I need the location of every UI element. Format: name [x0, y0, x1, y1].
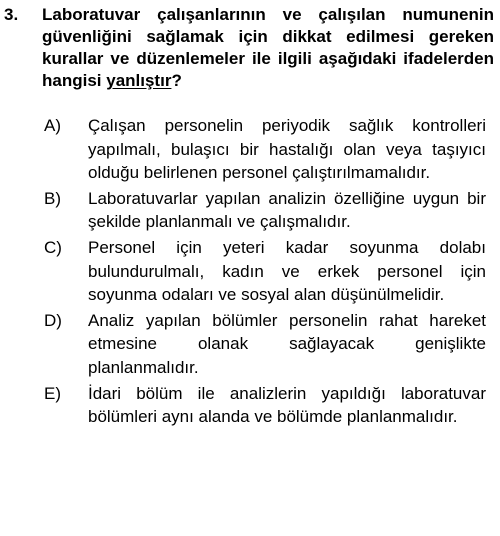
answer-options [44, 114, 486, 431]
option-letter: C) [44, 237, 62, 257]
question-number: 3. [4, 5, 19, 24]
option-letter: B) [44, 188, 61, 208]
option-text: İdari bölüm ile analizlerin yapıldığı laboratuvar bölümleri aynı alanda ve bölümde planlanmalıdır. [88, 383, 486, 427]
option-text: Analiz yapılan bölümler personelin rahat hareket etmesine olanak sağlayacak genişlikte planlanmalıdır. [88, 310, 486, 377]
option-letter: D) [44, 310, 62, 330]
option-text: Laboratuvarlar yapılan analizin özelliğine uygun bir şekilde planlanmalı ve çalışmalıdır. [88, 188, 486, 232]
option-b[interactable] [44, 187, 486, 234]
option-c[interactable] [44, 236, 486, 307]
option-a[interactable] [44, 114, 486, 185]
option-letter: A) [44, 116, 61, 135]
question-stem-emphasis: yanlıştır [106, 71, 172, 90]
question-stem-end: ? [171, 71, 182, 90]
option-text: Çalışan personelin periyodik sağlık kontrolleri yapılmalı, bulaşıcı bir hastalığı olan veya taşıyıcı olduğu belirlenen personel çalıştırılmamalıdır. [88, 116, 486, 183]
question-block [4, 4, 494, 92]
option-letter: E) [44, 383, 61, 403]
option-e[interactable] [44, 382, 486, 429]
option-d[interactable] [44, 309, 486, 380]
question-stem-text: Laboratuvar çalışanlarının ve çalışılan numunenin güvenliğini sağlamak için dikkat edilmesi gereken kurallar ve düzenlemeler ile ilgili aşağıdaki ifadelerden hangisi [42, 5, 494, 90]
option-text: Personel için yeteri kadar soyunma dolabı bulundurulmalı, kadın ve erkek personel için soyunma odaları ve sosyal alan düşünülmelidir. [88, 237, 486, 305]
question-stem [42, 4, 494, 92]
